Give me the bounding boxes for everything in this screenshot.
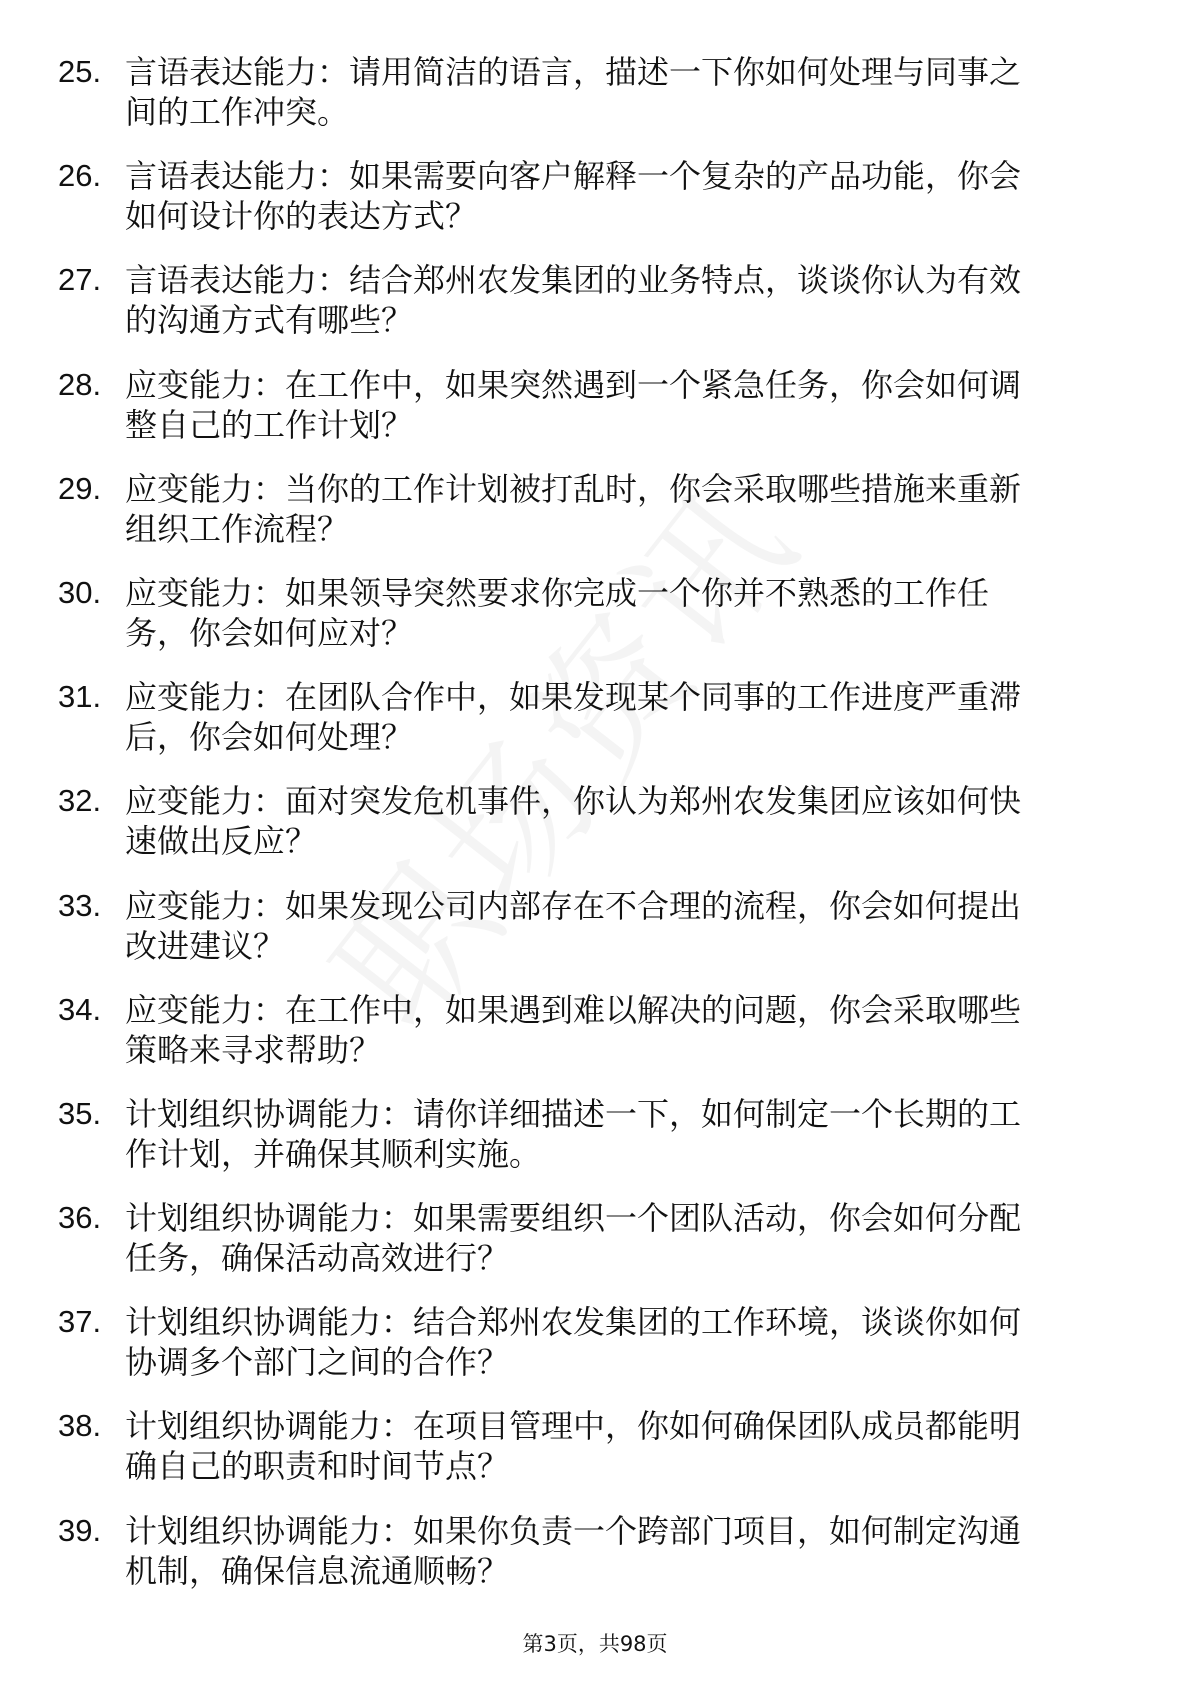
question-text (125, 1094, 1115, 1174)
question-line: 言语表达能力：请用简洁的语言，描述一下你如何处理与同事之 (125, 53, 1022, 91)
question-line: 应变能力：在团队合作中，如果发现某个同事的工作进度严重滞 (125, 678, 1022, 717)
question-line: 作计划，并确保其顺利实施。 (125, 1134, 542, 1173)
question-line: 策略来寻求帮助？ (125, 1030, 382, 1069)
question-text (125, 52, 1115, 132)
question-text (125, 1406, 1115, 1486)
question-line: 应变能力：如果领导突然要求你完成一个你并不熟悉的工作任 (125, 573, 990, 612)
question-text (125, 1198, 1115, 1278)
question-text (125, 677, 1115, 757)
question-number: 27. (58, 262, 102, 298)
question-item (0, 1511, 1190, 1615)
question-item (0, 1406, 1190, 1510)
question-line: 组织工作流程？ (125, 509, 350, 548)
question-number: 34. (58, 991, 102, 1027)
question-line: 如何设计你的表达方式？ (125, 197, 478, 236)
question-text (125, 365, 1115, 445)
question-line: 计划组织协调能力：如果你负责一个跨部门项目，如何制定沟通 (125, 1511, 1022, 1550)
question-number: 30. (58, 574, 102, 610)
question-number: 31. (58, 679, 102, 715)
question-line: 改进建议？ (125, 926, 286, 965)
question-line: 应变能力：在工作中，如果遇到难以解决的问题，你会采取哪些 (125, 990, 1022, 1029)
question-line: 机制，确保信息流通顺畅？ (125, 1551, 510, 1590)
question-list (0, 52, 1190, 1615)
question-line: 任务，确保活动高效进行？ (125, 1239, 510, 1278)
question-item (0, 1198, 1190, 1302)
question-line: 确自己的职责和时间节点？ (125, 1447, 510, 1486)
question-text (125, 886, 1115, 966)
question-number: 26. (58, 158, 102, 194)
question-line: 速做出反应？ (125, 822, 318, 861)
question-item (0, 469, 1190, 573)
question-item (0, 1094, 1190, 1198)
question-line: 间的工作冲突。 (125, 93, 350, 131)
question-number: 35. (58, 1095, 102, 1131)
question-item (0, 365, 1190, 469)
question-text (125, 1302, 1115, 1382)
question-line: 后，你会如何处理？ (125, 718, 414, 757)
question-item (0, 52, 1190, 156)
question-number: 36. (58, 1200, 102, 1236)
question-item (0, 886, 1190, 990)
question-number: 29. (58, 470, 102, 506)
question-number: 39. (58, 1512, 102, 1548)
question-line: 计划组织协调能力：结合郑州农发集团的工作环境，谈谈你如何 (125, 1303, 1022, 1342)
question-text (125, 1511, 1115, 1591)
question-number: 38. (58, 1408, 102, 1444)
question-line: 言语表达能力：结合郑州农发集团的业务特点，谈谈你认为有效 (125, 261, 1022, 300)
question-line: 计划组织协调能力：请你详细描述一下，如何制定一个长期的工 (125, 1094, 1022, 1133)
question-line: 的沟通方式有哪些？ (125, 301, 414, 340)
question-line: 应变能力：在工作中，如果突然遇到一个紧急任务，你会如何调 (125, 365, 1022, 404)
question-item (0, 260, 1190, 364)
question-item (0, 156, 1190, 260)
question-item (0, 781, 1190, 885)
question-line: 计划组织协调能力：在项目管理中，你如何确保团队成员都能明 (125, 1407, 1022, 1446)
question-item (0, 677, 1190, 781)
question-number: 37. (58, 1304, 102, 1340)
question-text (125, 156, 1115, 236)
question-number: 33. (58, 887, 102, 923)
question-number: 32. (58, 783, 102, 819)
question-line: 应变能力：如果发现公司内部存在不合理的流程，你会如何提出 (125, 886, 1022, 925)
page-footer: 第3页，共98页 (522, 1632, 668, 1656)
question-item (0, 573, 1190, 677)
question-line: 整自己的工作计划？ (125, 405, 414, 444)
question-line: 应变能力：面对突发危机事件，你认为郑州农发集团应该如何快 (125, 782, 1022, 821)
question-text (125, 573, 1115, 653)
question-text (125, 990, 1115, 1070)
question-line: 协调多个部门之间的合作？ (125, 1343, 510, 1382)
question-item (0, 1302, 1190, 1406)
question-line: 计划组织协调能力：如果需要组织一个团队活动，你会如何分配 (125, 1199, 1022, 1238)
question-item (0, 990, 1190, 1094)
question-text (125, 260, 1115, 340)
question-text (125, 781, 1115, 861)
question-line: 务，你会如何应对？ (125, 613, 414, 652)
question-line: 言语表达能力：如果需要向客户解释一个复杂的产品功能，你会 (125, 157, 1022, 196)
question-number: 28. (58, 366, 102, 402)
question-number: 25. (58, 54, 102, 89)
question-text (125, 469, 1115, 549)
question-line: 应变能力：当你的工作计划被打乱时，你会采取哪些措施来重新 (125, 469, 1022, 508)
